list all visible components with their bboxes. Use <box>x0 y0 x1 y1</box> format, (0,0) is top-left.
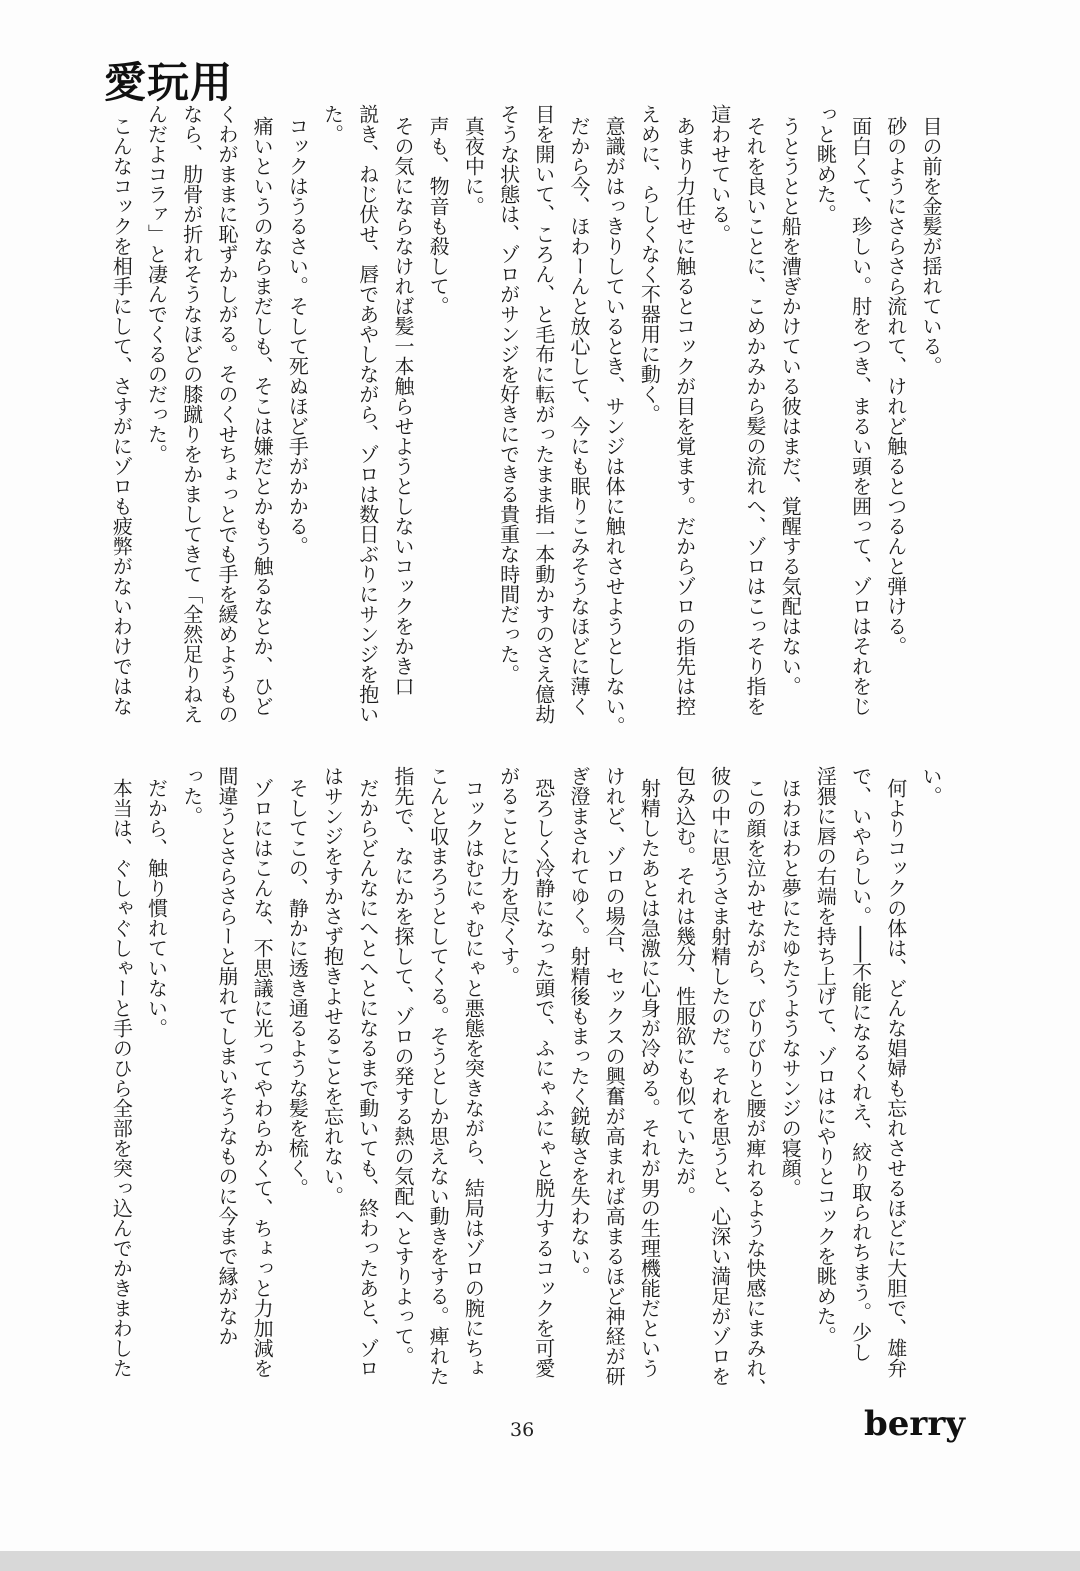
text-line: 恐ろしく冷静になった頭で、ふにゃふにゃと脱力するコックを可愛 <box>531 778 556 1378</box>
text-line: 砂のようにさらさら流れて、けれど触るとつるんと弾ける。 <box>883 116 908 656</box>
text-line: けれど、ゾロの場合、セックスの興奮が高まれば高まるほど神経が研 <box>602 766 627 1386</box>
text-line: うとうとと船を漕ぎかけている彼はまだ、覚醒する気配はない。 <box>778 116 803 696</box>
text-line: 本当は、ぐしゃぐしゃーと手のひら全部を突っ込んでかきまわした <box>109 778 134 1378</box>
text-line: はサンジをすかさず抱きよせることを忘れない。 <box>320 766 345 1206</box>
text-line: そしてこの、静かに透き通るような髪を梳く。 <box>285 778 310 1198</box>
text-line: い。 <box>919 766 943 806</box>
text-line: そうな状態は、ゾロがサンジを好きにできる貴重な時間だった。 <box>496 104 521 684</box>
text-line: った。 <box>179 766 204 826</box>
text-line: がることに力を尽くす。 <box>496 766 521 986</box>
text-line: こんなコックを相手にして、さすがにゾロも疲弊がないわけではな <box>109 116 134 716</box>
text-line: 目を開いて、ころん、と毛布に転がったまま指一本動かすのさえ億劫 <box>531 104 556 724</box>
text-line: 這わせている。 <box>707 104 732 244</box>
text-line: 目の前を金髪が揺れている。 <box>919 116 943 376</box>
text-line: 声も、物音も殺して。 <box>426 116 451 316</box>
text-line: 何よりコックの体は、どんな娼婦も忘れさせるほどに大胆で、雄弁 <box>883 778 908 1378</box>
text-line: だから今、ほわーんと放心して、今にも眠りこみそうなほどに薄く <box>566 116 591 716</box>
text-line: 痛いというのならまだしも、そこは嫌だとかもう触るなとか、ひど <box>250 116 275 716</box>
text-line: た。 <box>320 104 345 144</box>
text-line: ゾロにはこんな、不思議に光ってやわらかくて、ちょっと力加減を <box>250 778 275 1378</box>
text-block-top <box>98 104 948 754</box>
text-line: 間違うとさらさらーと崩れてしまいそうなものに今まで縁がなか <box>214 766 239 1346</box>
text-line: だから、触り慣れていない。 <box>144 778 169 1038</box>
text-line: コックはうるさい。そして死ぬほど手がかかる。 <box>285 116 310 556</box>
text-line: 指先で、なにかを探して、ゾロの発する熱の気配へとすりよって。 <box>390 766 415 1366</box>
text-line: だからどんなにへとへとになるまで動いても、終わったあと、ゾロ <box>355 778 380 1378</box>
text-line: その気にならなければ髪一本触らせようとしないコックをかき口 <box>390 116 415 696</box>
text-line: コックはむにゃむにゃと悪態を突きながら、結局はゾロの腕にちょ <box>461 778 486 1378</box>
text-line: それを良いことに、こめかみから髪の流れへ、ゾロはこっそり指を <box>742 116 767 716</box>
text-line: ほわほわと夢にたゆたうようなサンジの寝顔。 <box>778 778 803 1198</box>
text-line: 面白くて、珍しい。肘をつき、まるい頭を囲って、ゾロはそれをじ <box>848 116 873 716</box>
text-line: 彼の中に思うさま射精したのだ。それを思うと、心深い満足がゾロを <box>707 766 732 1386</box>
text-line: えめに、らしくなく不器用に動く。 <box>637 104 662 424</box>
text-line: 意識がはっきりしているとき、サンジは体に触れさせようとしない。 <box>602 116 627 736</box>
story-title: 愛玩用 <box>104 58 234 107</box>
text-line: っと眺めた。 <box>813 104 838 224</box>
text-line: 真夜中に。 <box>461 116 486 216</box>
page-number: 36 <box>510 1419 535 1441</box>
text-line: ぎ澄まされてゆく。射精後もまったく鋭敏さを失わない。 <box>566 766 591 1286</box>
text-line: 説き、ねじ伏せ、唇であやしながら、ゾロは数日ぶりにサンジを抱い <box>355 104 380 724</box>
text-line: で、いやらしい。───不能になるくれえ、絞り取られちまう。少し <box>848 766 873 1363</box>
text-line: なら、肋骨が折れそうなほどの膝蹴りをかましてきて「全然足りねえ <box>179 104 204 724</box>
text-line: くわがままに恥ずかしがる。そのくせちょっとでも手を緩めようもの <box>214 104 239 724</box>
text-line: 射精したあとは急激に心身が冷める。それが男の生理機能だという <box>637 778 662 1378</box>
text-line: 包み込む。それは幾分、性服欲にも似ていたが。 <box>672 766 697 1206</box>
author-signature: berry <box>864 1404 965 1444</box>
text-line: この顔を泣かせながら、びりびりと腰が痺れるような快感にまみれ、 <box>742 778 767 1398</box>
text-block-bottom <box>98 766 948 1416</box>
scan-edge <box>0 1551 1080 1571</box>
text-line: あまり力任せに触るとコックが目を覚ます。だからゾロの指先は控 <box>672 116 697 716</box>
text-line: こんと収まろうとしてくる。そうとしか思えない動きをする。痺れた <box>426 766 451 1386</box>
text-line: 淫猥に唇の右端を持ち上げて、ゾロはにやりとコックを眺めた。 <box>813 766 838 1346</box>
text-line: んだよコラァ」と凄んでくるのだった。 <box>144 104 169 464</box>
